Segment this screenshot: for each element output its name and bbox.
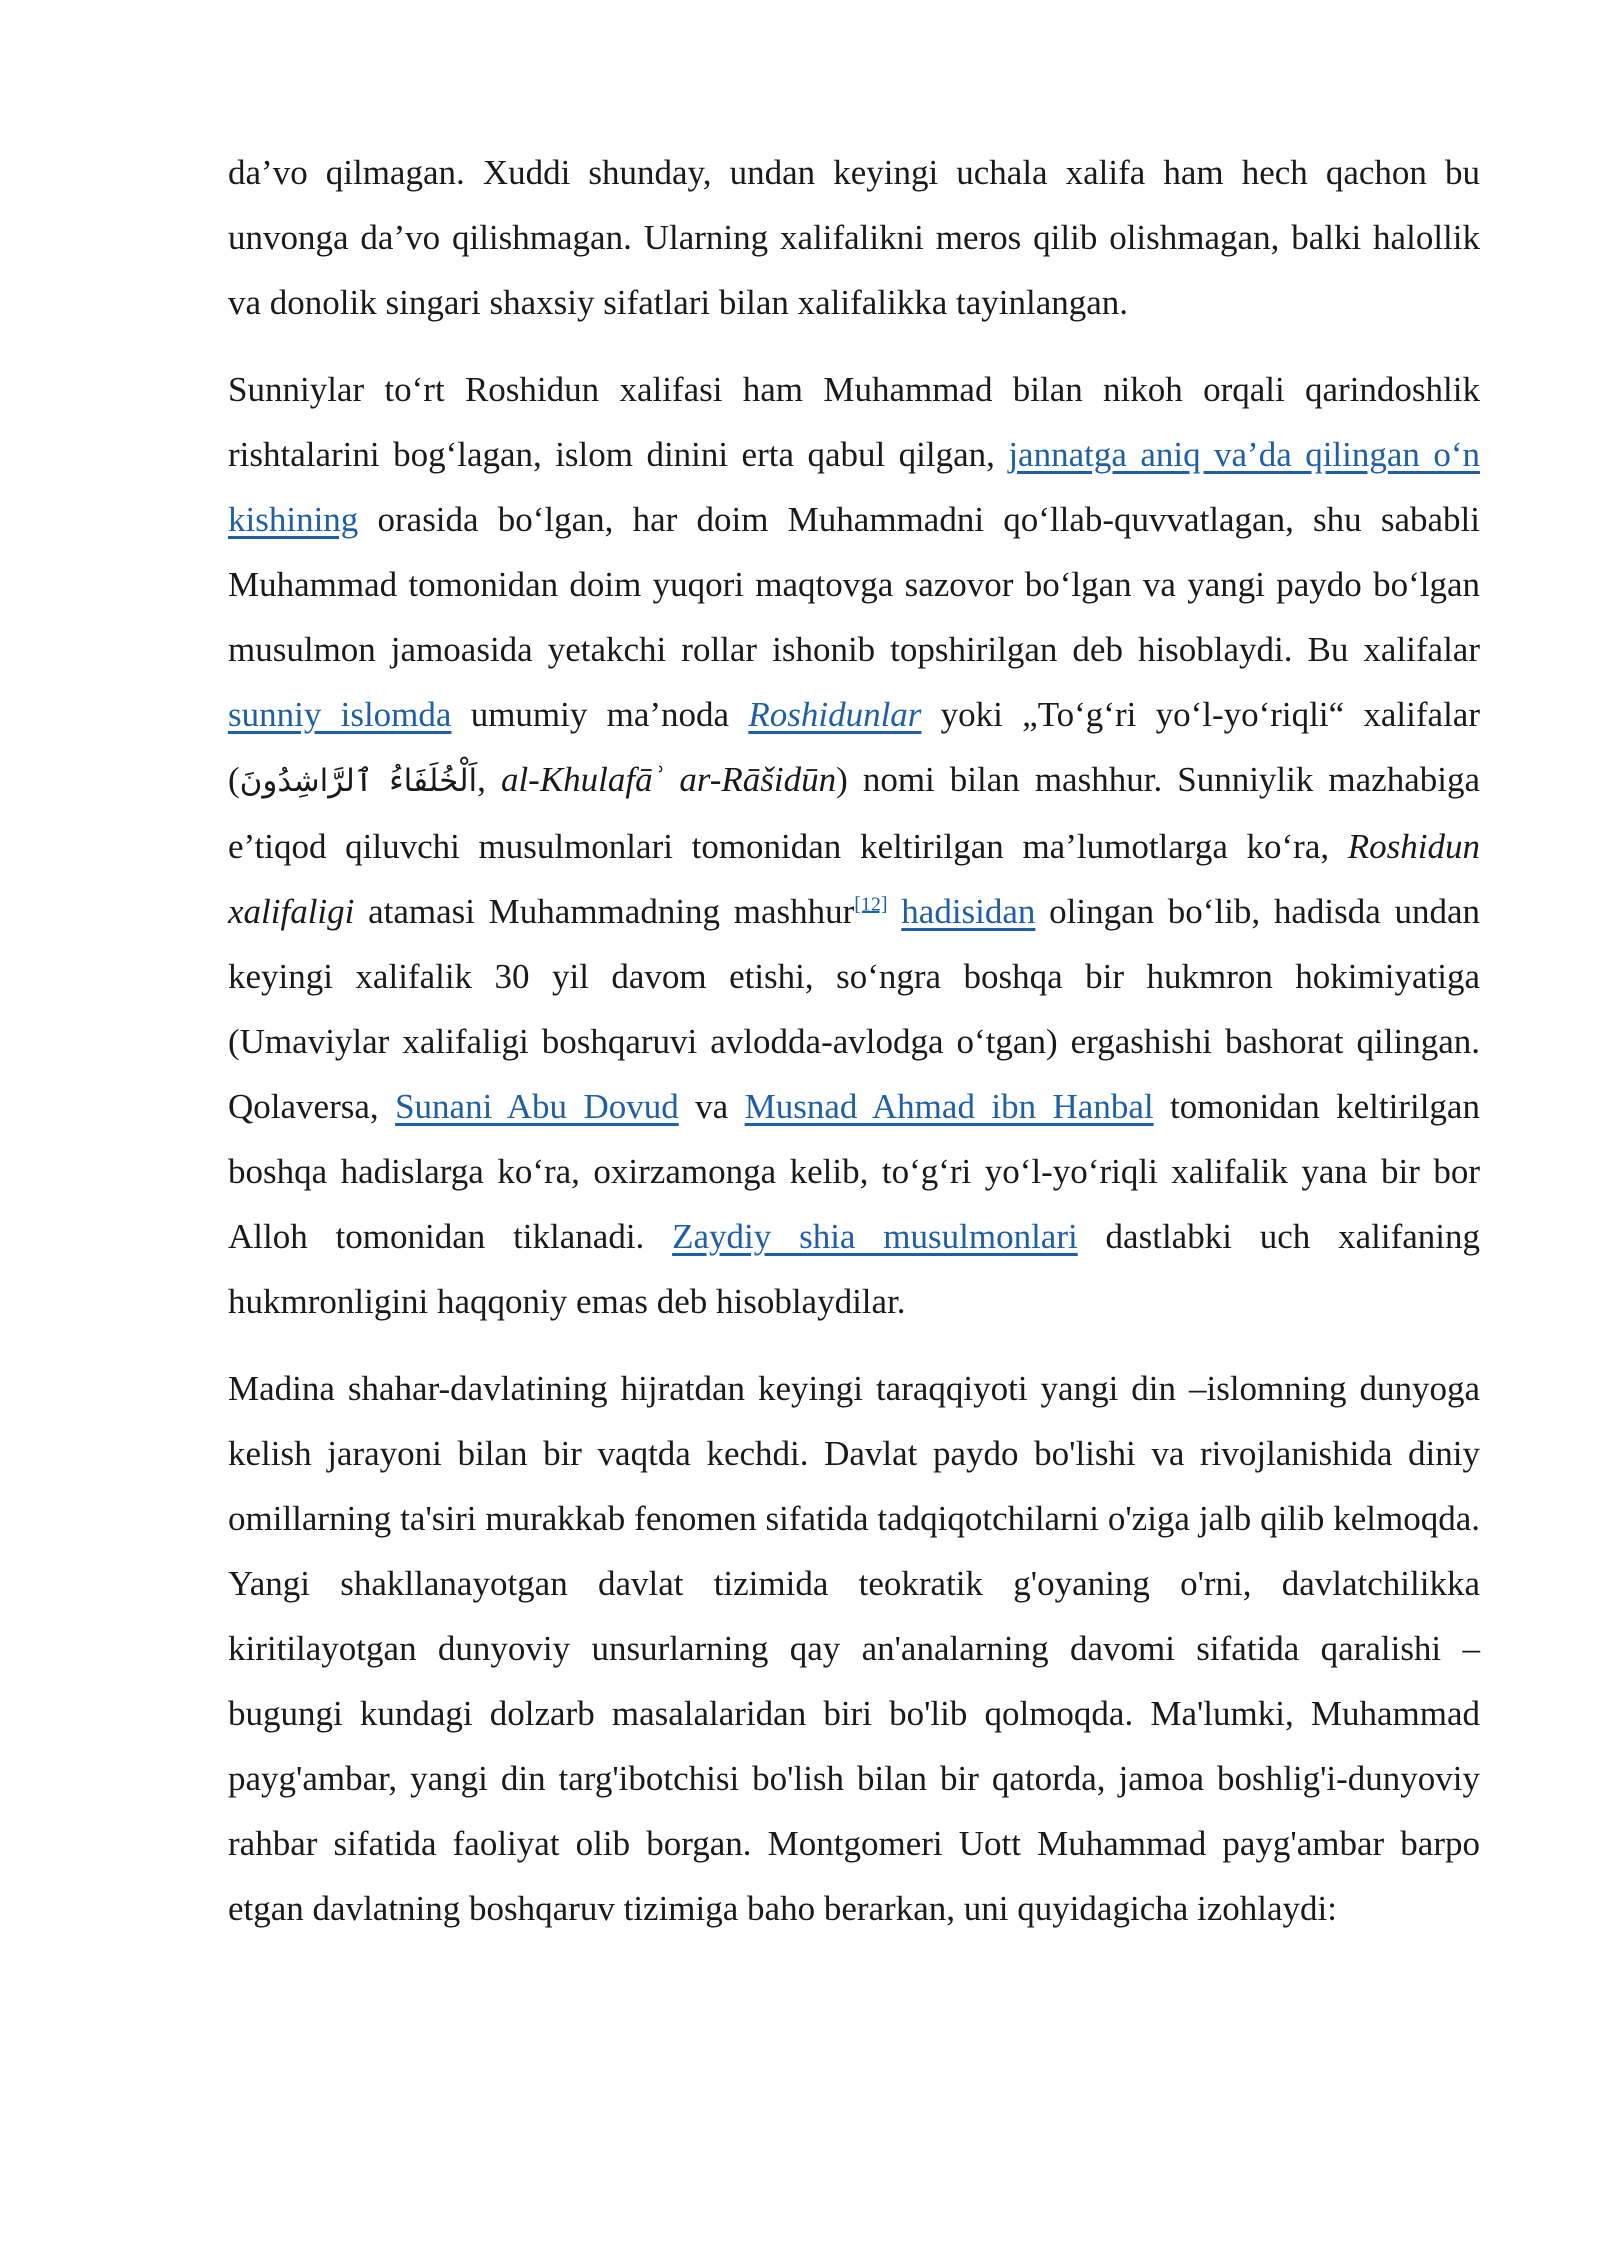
link-sunani-abu-dovud[interactable]: Sunani Abu Dovud bbox=[395, 1087, 679, 1126]
link-roshidunlar[interactable]: Roshidunlar bbox=[748, 695, 922, 734]
paragraph-3 bbox=[228, 1356, 1480, 1941]
document-page bbox=[228, 140, 1480, 1963]
paragraph-text: orasida bo‘lgan, har doim Muhammadni qo‘llab-quvvatlagan, shu sababli Muhammad tomonidan doim yuqori maqtovga sazovor bo‘lgan va yangi paydo bo‘lgan musulmon jamoasida yetakchi rollar ishonib topshirilgan deb hisoblaydi. Bu xalifalar bbox=[228, 500, 1480, 669]
paragraph-text bbox=[888, 892, 902, 931]
paragraph-text: yoki „To‘g‘ri yo‘l-yo‘riqli“ xalifalar ( bbox=[228, 695, 1480, 799]
link-musnad-ahmad[interactable]: Musnad Ahmad ibn Hanbal bbox=[744, 1087, 1154, 1126]
paragraph-2 bbox=[228, 357, 1480, 1334]
link-sunniy-islomda[interactable]: sunniy islomda bbox=[228, 695, 452, 734]
transliteration: al-Khulafāʾ ar-Rāšidūn bbox=[500, 760, 837, 799]
link-zaydiy-shia[interactable]: Zaydiy shia musulmonlari bbox=[672, 1217, 1078, 1256]
paragraph-text: atamasi Muhammadning mashhur bbox=[354, 892, 855, 931]
footnote-ref bbox=[854, 893, 887, 915]
paragraph-text: da’vo qilmagan. Xuddi shunday, undan keyingi uchala xalifa ham hech qachon bu unvonga da’vo qilishmagan. Ularning xalifalikni meros qilib olishmagan, balki halollik va donolik singari shaxsiy sifatlari bilan xalifalikka tayinlangan. bbox=[228, 153, 1480, 322]
paragraph-text: , bbox=[477, 760, 501, 799]
link-jannatga-aniq[interactable]: jannatga aniq va’da qilingan o‘n kishining bbox=[228, 435, 1480, 539]
footnote-link[interactable]: [12] bbox=[854, 893, 888, 916]
paragraph-text: dastlabki uch xalifaning hukmronligini haqqoniy emas deb hisoblaydilar. bbox=[228, 1217, 1481, 1321]
paragraph-text: olingan bo‘lib, hadisda undan keyingi xalifalik 30 yil davom etishi, so‘ngra boshqa bir hukmron hokimiyatiga (Umaviylar xalifaligi boshqaruvi avlodda-avlodga o‘tgan) ergashishi bashorat qilingan. Qolaversa, bbox=[228, 892, 1480, 1126]
link-hadisidan[interactable]: hadisidan bbox=[901, 892, 1036, 931]
paragraph-text: va bbox=[678, 1087, 745, 1126]
italic-term: Roshidun xalifaligi bbox=[228, 827, 1480, 931]
paragraph-text: Madina shahar-davlatining hijratdan keyingi taraqqiyoti yangi din –islomning dunyoga kelish jarayoni bilan bir vaqtda kechdi. Davlat paydo bo'lishi va rivojlanishida diniy omillarning ta'siri murakkab fenomen sifatida tadqiqotchilarni o'ziga jalb qilib kelmoqda. Yangi shakllanayotgan davlat tizimida teokratik g'oyaning o'rni, davlatchilikka kiritilayotgan dunyoviy unsurlarning qay an'analarning davomi sifatida qaralishi –bugungi kundagi dolzarb masalalaridan biri bo'lib qolmoqda. Ma'lumki, Muhammad payg'ambar, yangi din targ'ibotchisi bo'lish bilan bir qatorda, jamoa boshlig'i-dunyoviy rahbar sifatida faoliyat olib borgan. Montgomeri Uott Muhammad payg'ambar barpo etgan davlatning boshqaruv tizimiga baho berarkan, uni quyidagicha izohlaydi: bbox=[228, 1369, 1480, 1928]
paragraph-1 bbox=[228, 140, 1480, 335]
paragraph-text: tomonidan keltirilgan boshqa hadislarga ko‘ra, oxirzamonga kelib, to‘g‘ri yo‘l-yo‘riqli xalifalik yana bir bor Alloh tomonidan tiklanadi. bbox=[228, 1087, 1480, 1256]
paragraph-text: Sunniylar to‘rt Roshidun xalifasi ham Muhammad bilan nikoh orqali qarindoshlik rishtalarini bog‘lagan, islom dinini erta qabul qilgan, bbox=[228, 370, 1480, 474]
paragraph-text: ) nomi bilan mashhur. Sunniylik mazhabiga e’tiqod qiluvchi musulmonlari tomonidan keltirilgan ma’lumotlarga ko‘ra, bbox=[228, 760, 1480, 866]
arabic-term: اَلْخُلَفَاءُ ٱلرَّاشِدُونَ bbox=[239, 763, 478, 799]
paragraph-text: umumiy ma’noda bbox=[451, 695, 749, 734]
